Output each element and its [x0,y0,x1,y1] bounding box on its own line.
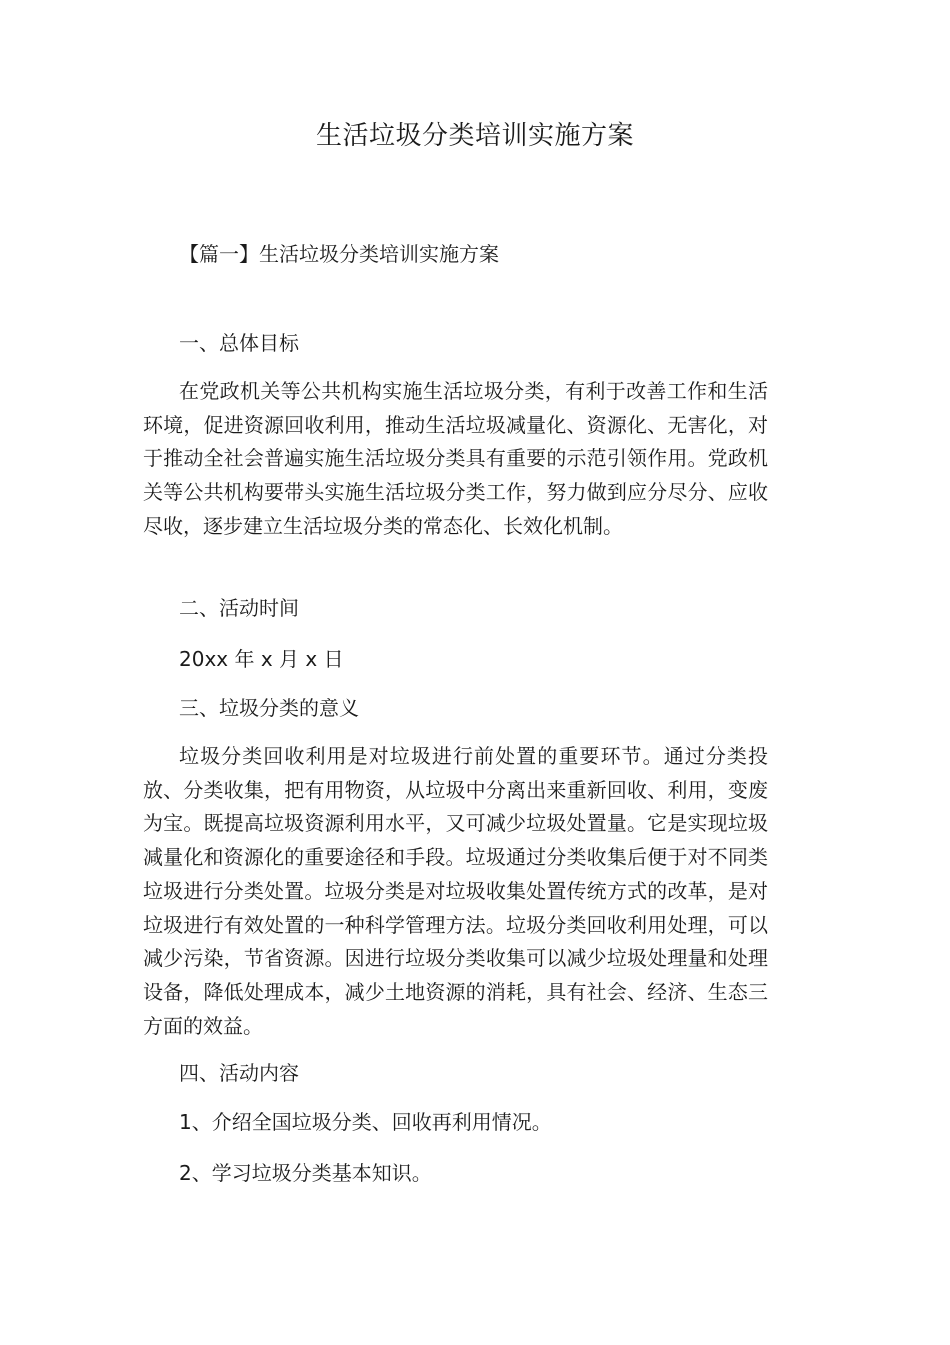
document-title: 生活垃圾分类培训实施方案 [315,121,634,151]
section-body-significance: 垃圾分类回收利用是对垃圾进行前处置的重要环节。通过分类投放、分类收集，把有用物资，从垃圾中分离出来重新回收、利用，变废为宝。既提高垃圾资源利用水平，又可减少垃圾处置量。它是实现垃圾减量化和资源化的重要途径和手段。垃圾通过分类收集后便于对不同类垃圾进行分类处置。垃圾分类是对垃圾收集处置传统方式的改革，是对垃圾进行有效处置的一种科学管理方法。垃圾分类回收利用处理，可以减少污染，节省资源。因进行垃圾分类收集可以减少垃圾处理量和处理设备，降低处理成本，减少土地资源的消耗，具有社会、经济、生态三方面的效益。 [143,744,768,1038]
section-body-goals: 在党政机关等公共机构实施生活垃圾分类，有利于改善工作和生活环境，促进资源回收利用，推动生活垃圾减量化、资源化、无害化，对于推动全社会普遍实施生活垃圾分类具有重要的示范引领作用。党政机关等公共机构要带头实施生活垃圾分类工作，努力做到应分尽分、应收尽收，逐步建立生活垃圾分类的常态化、长效化机制。 [143,379,768,538]
document-subtitle: 【篇一】生活垃圾分类培训实施方案 [179,242,499,266]
section-heading-content: 四、活动内容 [179,1061,299,1085]
content-list-item: 2、学习垃圾分类基本知识。 [179,1161,432,1185]
section-heading-significance: 三、垃圾分类的意义 [179,696,359,720]
section-heading-goals: 一、总体目标 [179,331,299,355]
activity-date: 20xx 年 x 月 x 日 [179,647,344,671]
content-list-item: 1、介绍全国垃圾分类、回收再利用情况。 [179,1110,552,1134]
section-heading-time: 二、活动时间 [179,596,299,620]
